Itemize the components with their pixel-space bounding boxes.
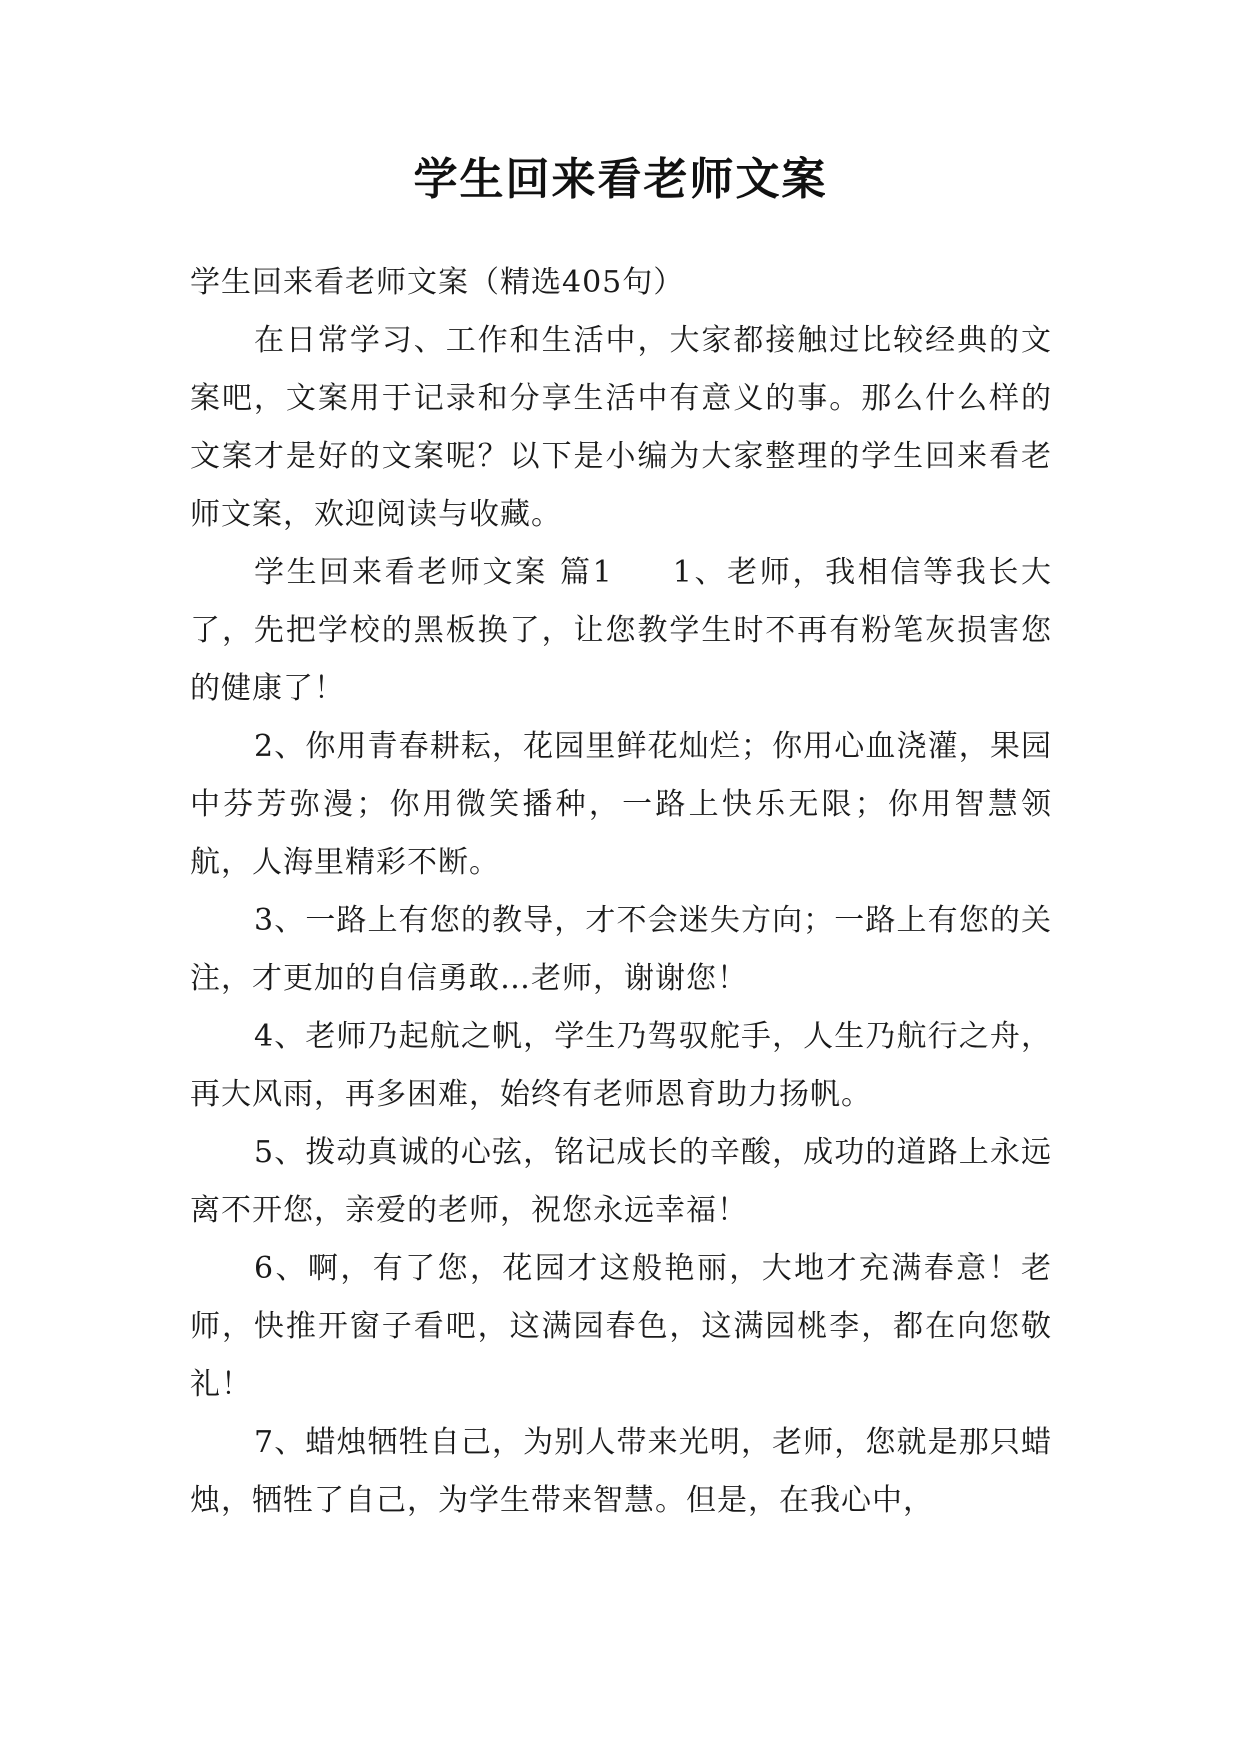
list-item: 5、拨动真诚的心弦，铭记成长的辛酸，成功的道路上永远离不开您，亲爱的老师，祝您永远幸福！ (190, 1135, 1052, 1228)
document-title: 学生回来看老师文案 (413, 154, 828, 205)
list-item: 4、老师乃起航之帆，学生乃驾驭舵手，人生乃航行之舟，再大风雨，再多困难，始终有老师恩育助力扬帆。 (190, 1019, 1052, 1112)
intro-paragraph: 在日常学习、工作和生活中，大家都接触过比较经典的文案吧，文案用于记录和分享生活中有意义的事。那么什么样的文案才是好的文案呢？以下是小编为大家整理的学生回来看老师文案，欢迎阅读与收藏。 (190, 323, 1052, 532)
document-body (190, 254, 1052, 1530)
list-item: 7、蜡烛牺牲自己，为别人带来光明，老师，您就是那只蜡烛，牺牲了自己，为学生带来智慧。但是，在我心中， (190, 1425, 1052, 1518)
section-heading: 学生回来看老师文案 篇1 (254, 555, 613, 590)
list-item: 1、老师，我相信等我长大了，先把学校的黑板换了，让您教学生时不再有粉笔灰损害您的健康了！ (190, 555, 1052, 706)
list-item: 6、啊，有了您，花园才这般艳丽，大地才充满春意！老师，快推开窗子看吧，这满园春色，这满园桃李，都在向您敬礼！ (190, 1251, 1052, 1402)
section-paragraph-1 (190, 544, 1052, 718)
list-item: 2、你用青春耕耘，花园里鲜花灿烂；你用心血浇灌，果园中芬芳弥漫；你用微笑播种，一路上快乐无限；你用智慧领航，人海里精彩不断。 (190, 729, 1052, 880)
list-item: 3、一路上有您的教导，才不会迷失方向；一路上有您的关注，才更加的自信勇敢…老师，谢谢您！ (190, 903, 1052, 996)
document-subtitle: 学生回来看老师文案（精选405句） (190, 265, 685, 300)
